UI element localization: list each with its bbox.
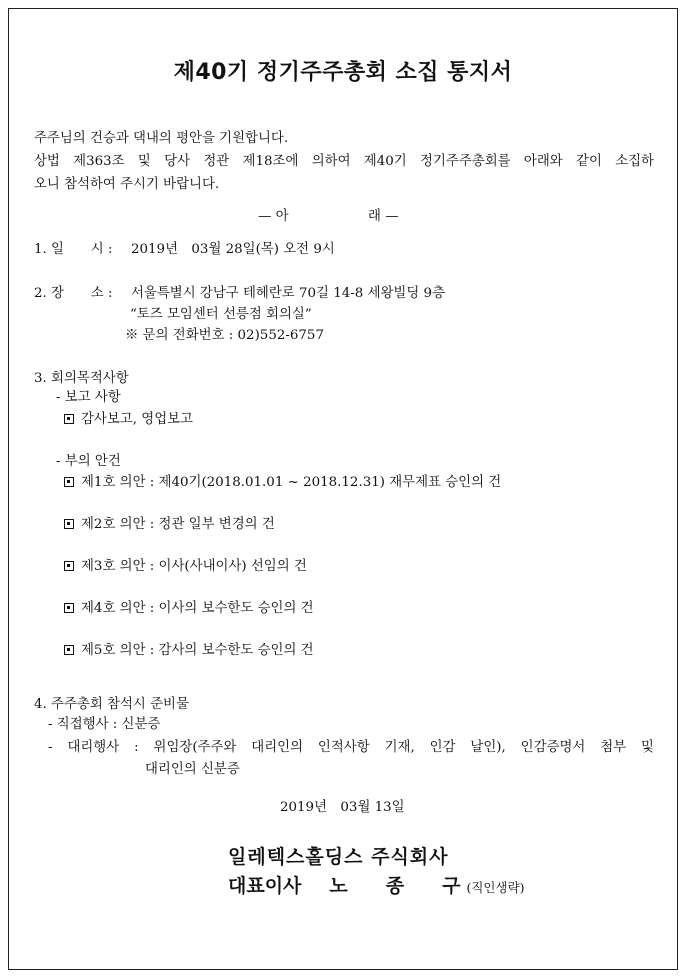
agenda-item — [64, 558, 307, 575]
item1-datetime: 2019년 03월 28일(목) 오전 9시 — [131, 242, 335, 257]
agenda-item-text: 제1호 의안 : 제40기(2018.01.01 ~ 2018.12.31) 재무제표 승인의 건 — [81, 475, 502, 490]
below-heading-left: — 아 — [258, 209, 289, 224]
document-title: 제40기 정기주주총회 소집 통지서 — [173, 60, 513, 85]
agenda-item — [64, 642, 314, 659]
intro-line-3: 오니 참석하여 주시기 바랍니다. — [34, 177, 220, 192]
company-name: 일레텍스홀딩스 주식회사 — [228, 846, 449, 868]
checkbox-icon — [64, 519, 74, 529]
checkbox-icon — [64, 477, 74, 487]
item2-address: 서울특별시 강남구 테헤란로 70길 14-8 세왕빌딩 9층 — [131, 286, 446, 301]
report-item-text: 감사보고, 영업보고 — [81, 412, 193, 427]
item4-proxy-line-2: 대리인의 신분증 — [145, 762, 240, 777]
agenda-item-text: 제5호 의안 : 감사의 보수한도 승인의 건 — [81, 643, 314, 658]
seal-omitted-note: (직인생략) — [466, 880, 525, 895]
agenda-item — [64, 516, 275, 533]
signer-line — [228, 874, 525, 900]
intro-line-2: 상법 제363조 및 당사 정관 제18조에 의하여 제40기 정기주주총회를 아래와 같이 소집하 — [34, 154, 654, 169]
intro-line-1: 주주님의 건승과 댁내의 평안을 기원합니다. — [34, 131, 289, 146]
item2-room: “토즈 모임센터 선릉점 회의실” — [130, 307, 312, 322]
item2-contact: ※ 문의 전화번호 : 02)552-6757 — [125, 328, 324, 343]
below-heading-right: 래 — — [368, 209, 399, 224]
checkbox-icon — [64, 414, 74, 424]
agenda-item — [64, 600, 314, 617]
item4-direct: - 직접행사 : 신분증 — [48, 717, 161, 732]
agenda-heading: - 부의 안건 — [56, 454, 121, 469]
notice-date: 2019년 03월 13일 — [280, 800, 405, 815]
agenda-item — [64, 474, 501, 491]
checkbox-icon — [64, 645, 74, 655]
item3-heading: 3. 회의목적사항 — [34, 371, 129, 386]
report-item — [64, 411, 193, 428]
agenda-item-text: 제2호 의안 : 정관 일부 변경의 건 — [81, 517, 275, 532]
report-heading: - 보고 사항 — [56, 390, 121, 405]
signer-name: 노 종 구 — [329, 875, 461, 897]
item4-heading: 4. 주주총회 참석시 준비물 — [34, 697, 189, 712]
agenda-item-text: 제3호 의안 : 이사(사내이사) 선임의 건 — [81, 559, 307, 574]
item4-proxy-line-1: - 대리행사 : 위임장(주주와 대리인의 인적사항 기재, 인감 날인), 인감증명서 첨부 및 — [48, 740, 654, 755]
checkbox-icon — [64, 603, 74, 613]
signer-role: 대표이사 — [228, 875, 302, 897]
item1-label: 1. 일 시 : — [34, 242, 113, 257]
item2-label: 2. 장 소 : — [34, 286, 113, 301]
checkbox-icon — [64, 561, 74, 571]
agenda-item-text: 제4호 의안 : 이사의 보수한도 승인의 건 — [81, 601, 314, 616]
